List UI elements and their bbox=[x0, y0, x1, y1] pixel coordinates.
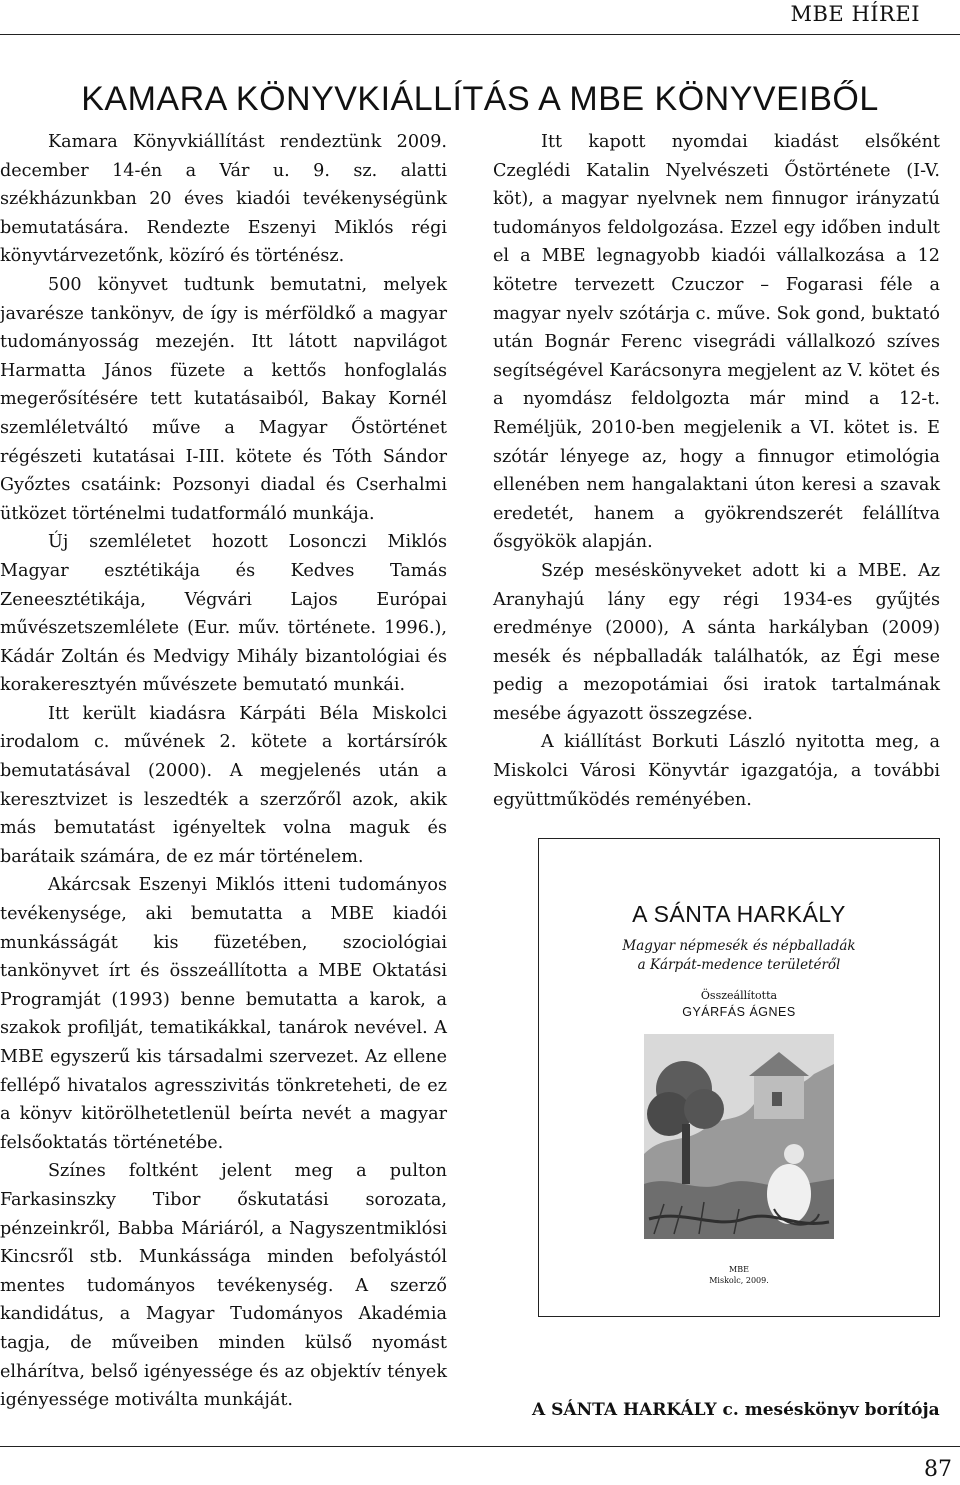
paragraph: Itt kapott nyomdai kiadást elsőként Czeglédi Katalin Nyelvészeti Őstörténete (I-V. köt), a magyar nyelvnek nem finnugor irányzatú tudományos feldolgozása. Ezzel egy időben indult el a MBE legnagyobb kiadói vállalkozása a 12 kötetre tervezett Czuczor – Fogarasi féle a magyar nyelv szótárja c. műve. Sok gond, buktató után Bognár Ferenc visegrádi vállalkozó szíves segítségével Karácsonyra megjelent az V. kötet és a nyomdász feldolgozta már mind a 12-t. Reméljük, 2010-ben megjelenik a VI. kötet is. E szótár lényege az, hogy a finnugor etimológia ellenében nem hangalaktani úton keresi a szavak eredetét, hanem a gyökrendszerét felállítva ősgyökök alapján. bbox=[493, 132, 940, 553]
cover-subtitle: Magyar népmesék és népballadák a Kárpát-medence területéről bbox=[622, 938, 856, 973]
book-cover-image bbox=[538, 838, 940, 1317]
engraving-illustration bbox=[644, 1034, 834, 1239]
page-number: 87 bbox=[924, 1457, 952, 1482]
paragraph: Új szemléletet hozott Losonczi Miklós Magyar esztétikája és Kedves Tamás Zeneesztétikája, Végvári Lajos Európai művészetszemlélete (Eur. műv. története. 1996.), Kádár Zoltán és Medvigy Mihály bizantológiai és korakeresztyén művészete bemutató munkái. bbox=[0, 532, 447, 696]
paragraph: Kamara Könyvkiállítást rendeztünk 2009. december 14-én a Vár u. 9. sz. alatti székházunkban 20 éves kiadói tevékenységünk bemutatására. Rendezte Eszenyi Miklós régi könyvtárvezetőnk, közíró és történész. bbox=[0, 132, 447, 267]
cover-title: A SÁNTA HARKÁLY bbox=[632, 901, 846, 927]
cover-author: GYÁRFÁS ÁGNES bbox=[682, 1005, 796, 1019]
paragraph: Itt került kiadásra Kárpáti Béla Miskolci irodalom c. művének 2. kötete a kortársírók bemutatásával (2000). A megjelenés után a keresztvizet is leszedték a szerzőről azok, akik más bemutatást igényeltek volna maguk és barátaik számára, de ez már történelem. bbox=[0, 703, 447, 867]
right-column bbox=[493, 128, 940, 814]
article-title: KAMARA KÖNYVKIÁLLÍTÁS A MBE KÖNYVEIBŐL bbox=[81, 79, 879, 118]
cover-publisher: MBE Miskolc, 2009. bbox=[709, 1265, 769, 1285]
footer-rule bbox=[0, 1446, 960, 1447]
paragraph: Szép meséskönyveket adott ki a MBE. Az Aranyhajú lány egy régi 1934-es gyűjtés eredménye (2000), A sánta harkályban (2009) mesék és népballadák találhatók, az Égi mese pedig a mezopotámiai ősi iratok tartalmának mesébe ágyazott összegzése. bbox=[493, 560, 940, 724]
header-rule bbox=[0, 34, 960, 35]
paragraph: Színes foltként jelent meg a pulton Farkasinszky Tibor őskutatási sorozata, pénzeinkről, Babba Máriáról, a Nagyszentmiklósi Kincsről stb. Munkássága minden befolyástól mentes tudományos tevékenység. A szerző kandidátus, a Magyar Tudományos Akadémia tagja, de műveiben minden külső nyomást elhárítva, belső igényessége és az objektív tények igényessége motiválta munkáját. bbox=[0, 1161, 447, 1411]
paragraph: Akárcsak Eszenyi Miklós itteni tudományos tevékenysége, aki bemutatta a MBE kiadói munkásságát kis füzetében, szociológiai tankönyvet írt és összeállította a MBE Oktatási Programját (1993) benne bemutatta a karok, a szakok profilját, tematikákkal, tanárok nevével. A MBE egyszerű kis társadalmi szervezet. Az ellene fellépő hivatalos agresszivitás tönkreteheti, de ez a könyv kitörölhetetlenül beírta nevét a magyar felsőoktatás történetébe. bbox=[0, 875, 447, 1153]
paragraph: A kiállítást Borkuti László nyitotta meg, a Miskolci Városi Könyvtár igazgatója, a további együttműködés reményében. bbox=[493, 732, 940, 810]
header-section-label: MBE HÍREI bbox=[790, 2, 920, 26]
paragraph: 500 könyvet tudtunk bemutatni, melyek javarésze tankönyv, de így is mérföldkő a magyar tudományosság mezején. Itt látott napvilágot Harmatta János füzete a kettős honfoglalás megerősítésére tett kutatásaiból, Bakay Kornél szemléletváltó műve a Magyar Őstörténet régészeti kutatásai I-III. kötete és Tóth Sándor Győztes csatáink: Pozsonyi diadal és Cserhalmi ütközet történelmi tudatformáló munkája. bbox=[0, 274, 447, 524]
image-caption: A SÁNTA HARKÁLY c. meséskönyv borítója bbox=[532, 1400, 940, 1420]
left-column bbox=[0, 128, 447, 1415]
cover-compiled-label: Összeállította bbox=[700, 989, 778, 1002]
